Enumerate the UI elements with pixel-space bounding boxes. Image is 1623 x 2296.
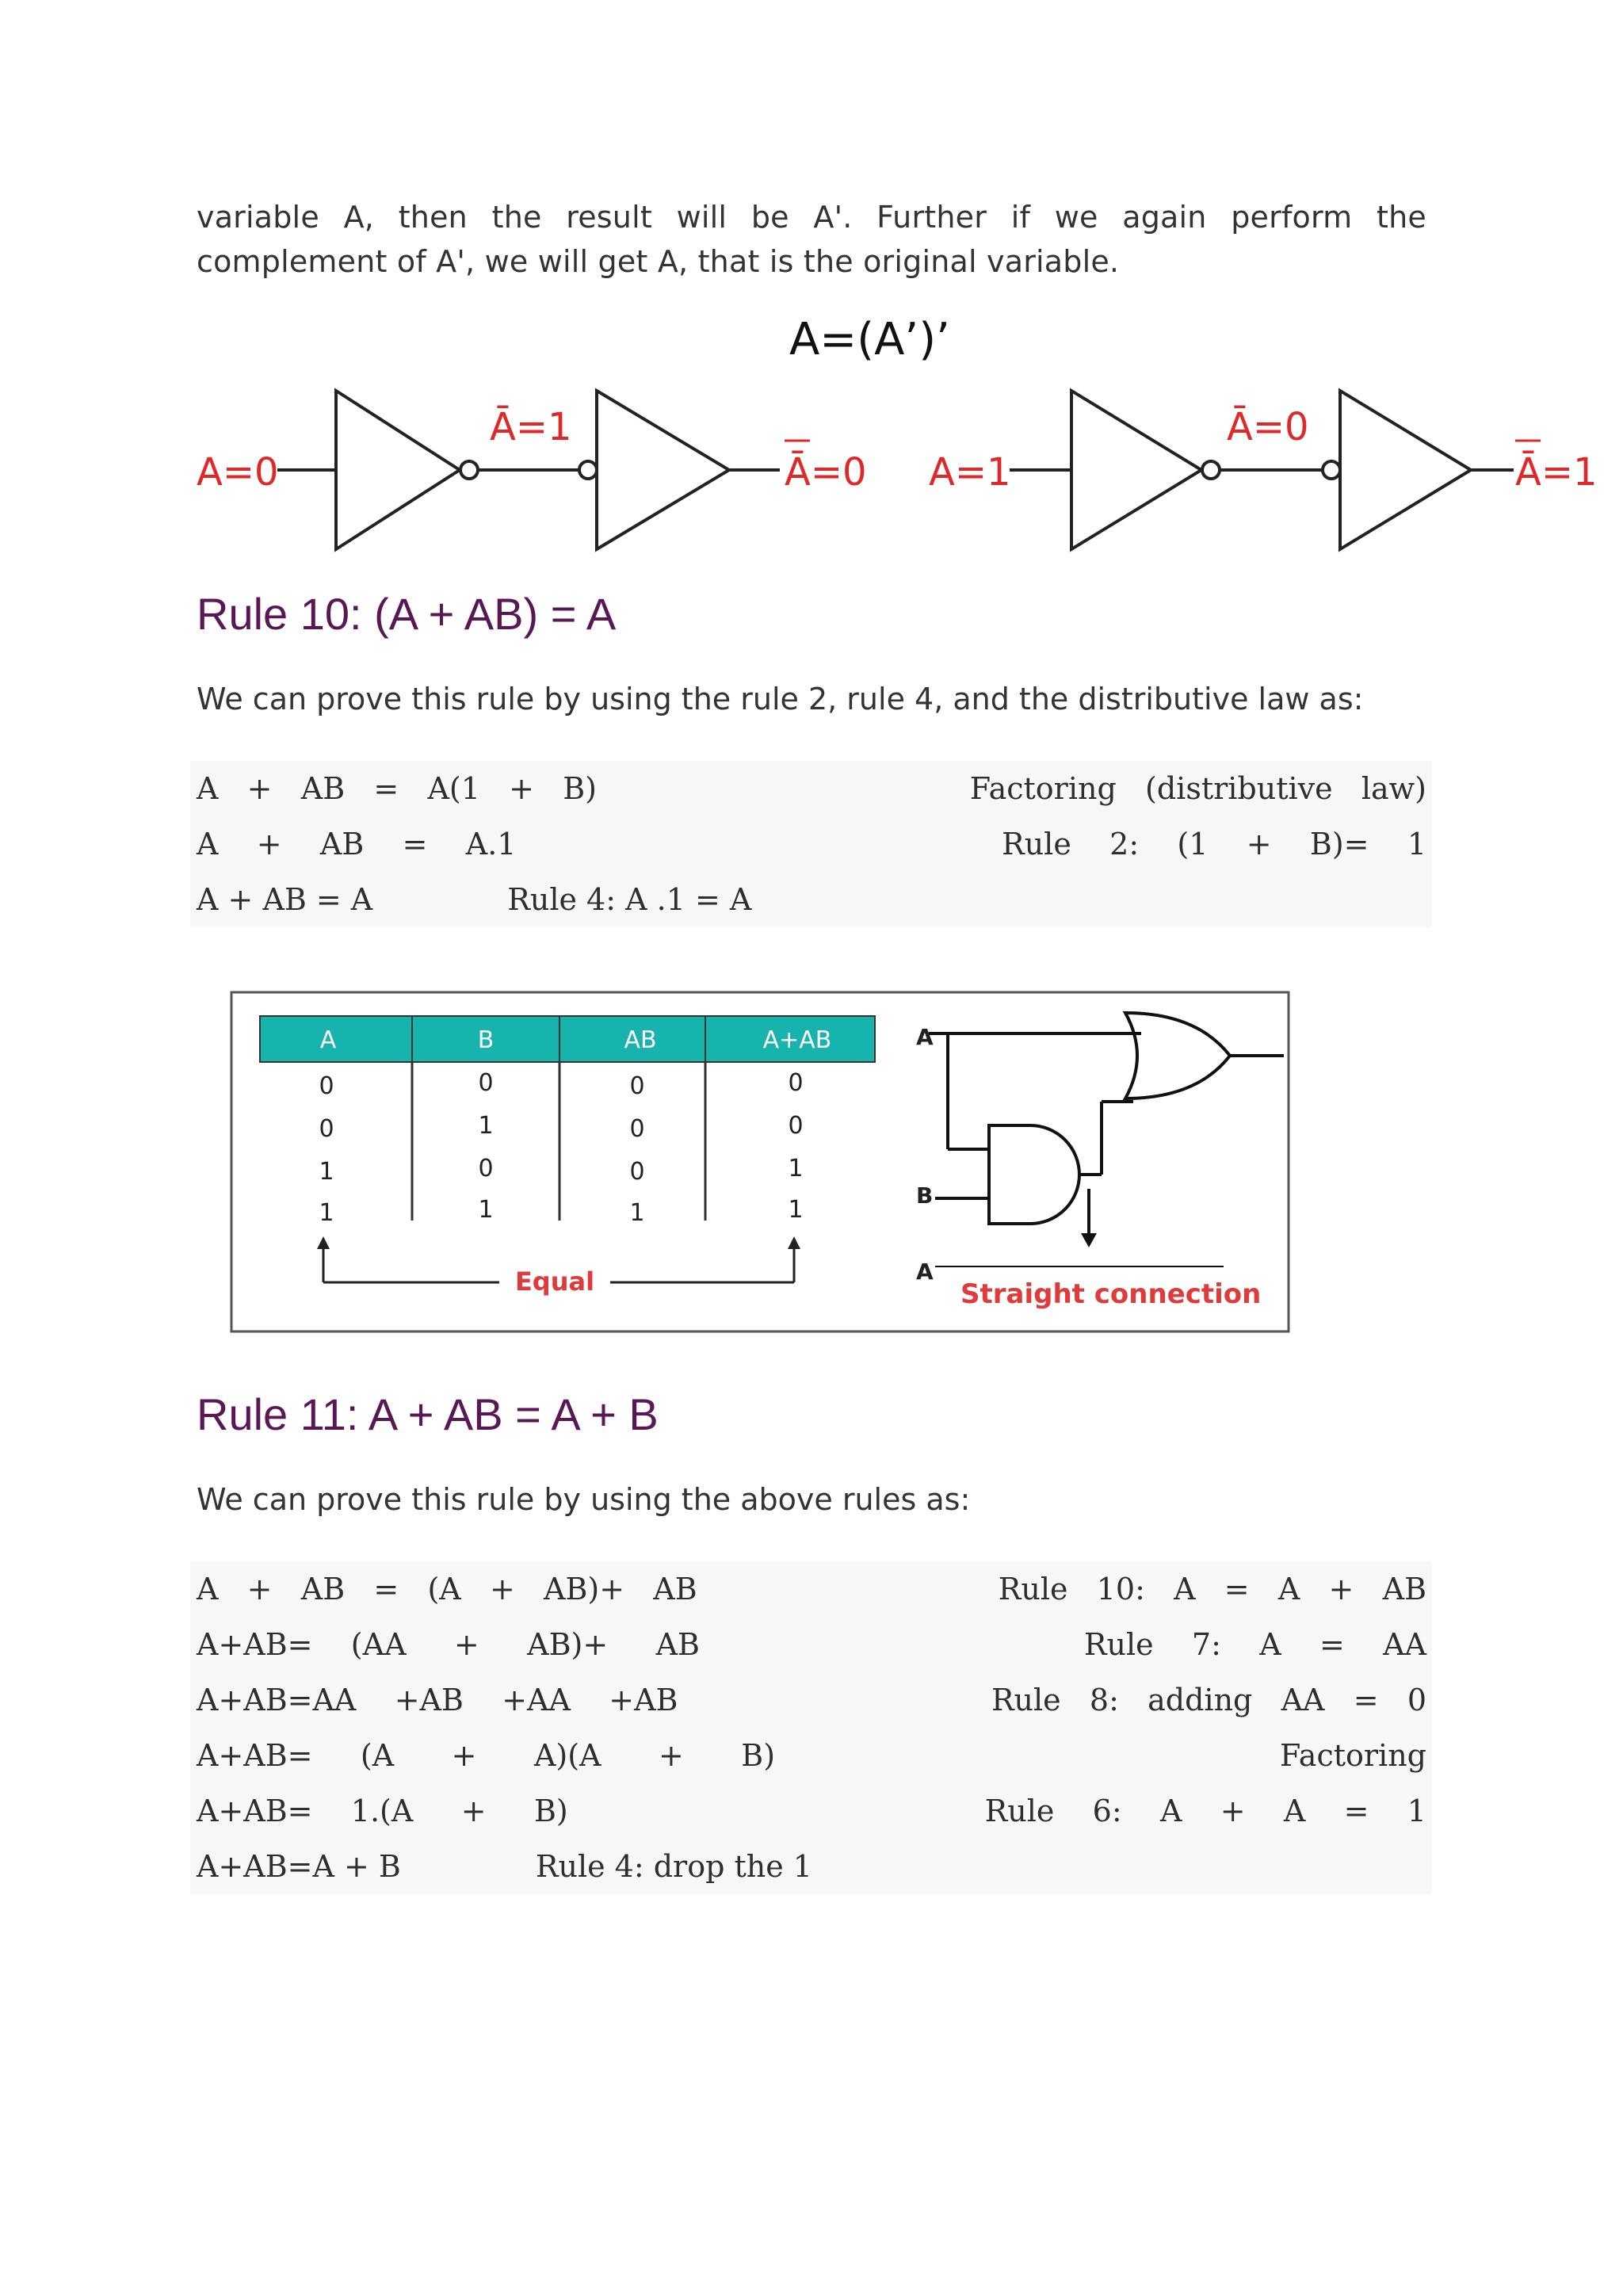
- equal-label: Equal: [514, 1266, 595, 1297]
- rule10-line-1-rhs: Factoring (distributive law): [969, 771, 1426, 806]
- rule11-line-6-rhs: Rule 4: drop the 1: [535, 1849, 812, 1884]
- table-cell: 1: [478, 1196, 494, 1224]
- table-cell: 1: [319, 1199, 334, 1227]
- bubble-2: [579, 461, 597, 479]
- circuit-input-b: B: [916, 1182, 934, 1209]
- right-mid-label: Ā=0: [1227, 405, 1309, 449]
- rule11-line-2-rhs: Rule 7: A = AA: [1083, 1627, 1426, 1662]
- rule11-description: We can prove this rule by using the above rules as:: [197, 1482, 971, 1517]
- rule11-line-6-lhs: A+AB=A + B: [197, 1849, 401, 1884]
- rule10-line-1-lhs: A + AB = A(1 + B): [197, 771, 597, 806]
- table-cell: 0: [788, 1069, 804, 1097]
- rule10-line-2-rhs: Rule 2: (1 + B)= 1: [1002, 827, 1426, 861]
- table-cell: 1: [788, 1155, 804, 1182]
- left-mid-label: Ā=1: [490, 405, 572, 449]
- rule11-line-2-lhs: A+AB= (AA + AB)+ AB: [197, 1627, 700, 1662]
- rule10-line-3: [197, 872, 1426, 927]
- rule11-line-4-rhs: Factoring: [1280, 1738, 1426, 1773]
- rule11-line-4-lhs: A+AB= (A + A)(A + B): [197, 1738, 776, 1773]
- straight-connection-label: Straight connection: [960, 1278, 1262, 1310]
- rule11-line-1-lhs: A + AB = (A + AB)+ AB: [197, 1572, 697, 1606]
- rule10-description: We can prove this rule by using the rule 2, rule 4, and the distributive law as:: [197, 682, 1364, 716]
- left-output-label: Ā=0: [785, 450, 867, 495]
- inverter-1: [336, 391, 460, 549]
- th-ab: AB: [624, 1026, 657, 1054]
- th-b: B: [477, 1026, 495, 1054]
- rule11-line-2: [197, 1617, 1426, 1672]
- rule10-line-2: [197, 816, 1426, 872]
- right-input-label: A=1: [929, 450, 1011, 495]
- circuit-input-a2: A: [916, 1259, 934, 1285]
- intro-paragraph: variable A, then the result will be A'. Further if we again perform the complement of A', we will get A, that is the original variable.: [197, 200, 1426, 279]
- right-output-label: Ā=1: [1515, 450, 1598, 495]
- table-cell: 0: [319, 1072, 334, 1100]
- table-cell: 0: [478, 1069, 494, 1097]
- inverter-diagram: [190, 309, 1623, 571]
- rule11-line-1-rhs: Rule 10: A = A + AB: [998, 1572, 1426, 1606]
- table-cell: 0: [319, 1115, 334, 1143]
- rule11-line-6: [197, 1839, 1426, 1894]
- bubble-4: [1323, 461, 1340, 479]
- bubble-3: [1202, 461, 1220, 479]
- rule11-line-3-lhs: A+AB=AA +AB +AA +AB: [197, 1683, 678, 1717]
- table-cell: 0: [629, 1158, 645, 1186]
- rule10-heading: Rule 10: (A + AB) = A: [197, 589, 617, 639]
- rule10-proof-box: [190, 761, 1431, 927]
- rule11-proof-box: [190, 1561, 1431, 1894]
- rule11-line-4: [197, 1728, 1426, 1783]
- rule11-line-3: [197, 1672, 1426, 1728]
- table-cell: 0: [788, 1112, 804, 1140]
- rule10-figure: [230, 991, 1292, 1335]
- left-input-label: A=0: [197, 450, 279, 495]
- table-cell: 0: [478, 1155, 494, 1182]
- rule10-line-2-lhs: A + AB = A.1: [197, 827, 517, 861]
- table-cell: 1: [788, 1196, 804, 1224]
- rule11-line-1: [197, 1561, 1426, 1617]
- rule10-line-3-lhs: A + AB = A: [197, 882, 373, 917]
- table-cell: 1: [478, 1112, 494, 1140]
- rule10-line-3-rhs: Rule 4: A .1 = A: [507, 882, 752, 917]
- table-cell: 1: [319, 1158, 334, 1186]
- th-a: A: [319, 1026, 337, 1054]
- double-complement-title: A=(A’)’: [789, 314, 950, 365]
- inverter-3: [1071, 391, 1201, 549]
- rule11-line-5-rhs: Rule 6: A + A = 1: [984, 1794, 1426, 1828]
- bubble-1: [460, 461, 478, 479]
- rule10-line-1: [197, 761, 1426, 816]
- inverter-4: [1340, 391, 1471, 549]
- table-cell: 1: [629, 1199, 645, 1227]
- th-a-plus-ab: A+AB: [762, 1026, 832, 1054]
- inverter-2: [597, 391, 729, 549]
- rule11-line-5-lhs: A+AB= 1.(A + B): [197, 1794, 568, 1828]
- table-cell: 0: [629, 1115, 645, 1143]
- circuit-input-a: A: [916, 1024, 934, 1050]
- rule11-line-3-rhs: Rule 8: adding AA = 0: [991, 1683, 1426, 1717]
- rule11-line-5: [197, 1783, 1426, 1839]
- rule11-heading: Rule 11: A + AB = A + B: [197, 1389, 659, 1439]
- table-cell: 0: [629, 1072, 645, 1100]
